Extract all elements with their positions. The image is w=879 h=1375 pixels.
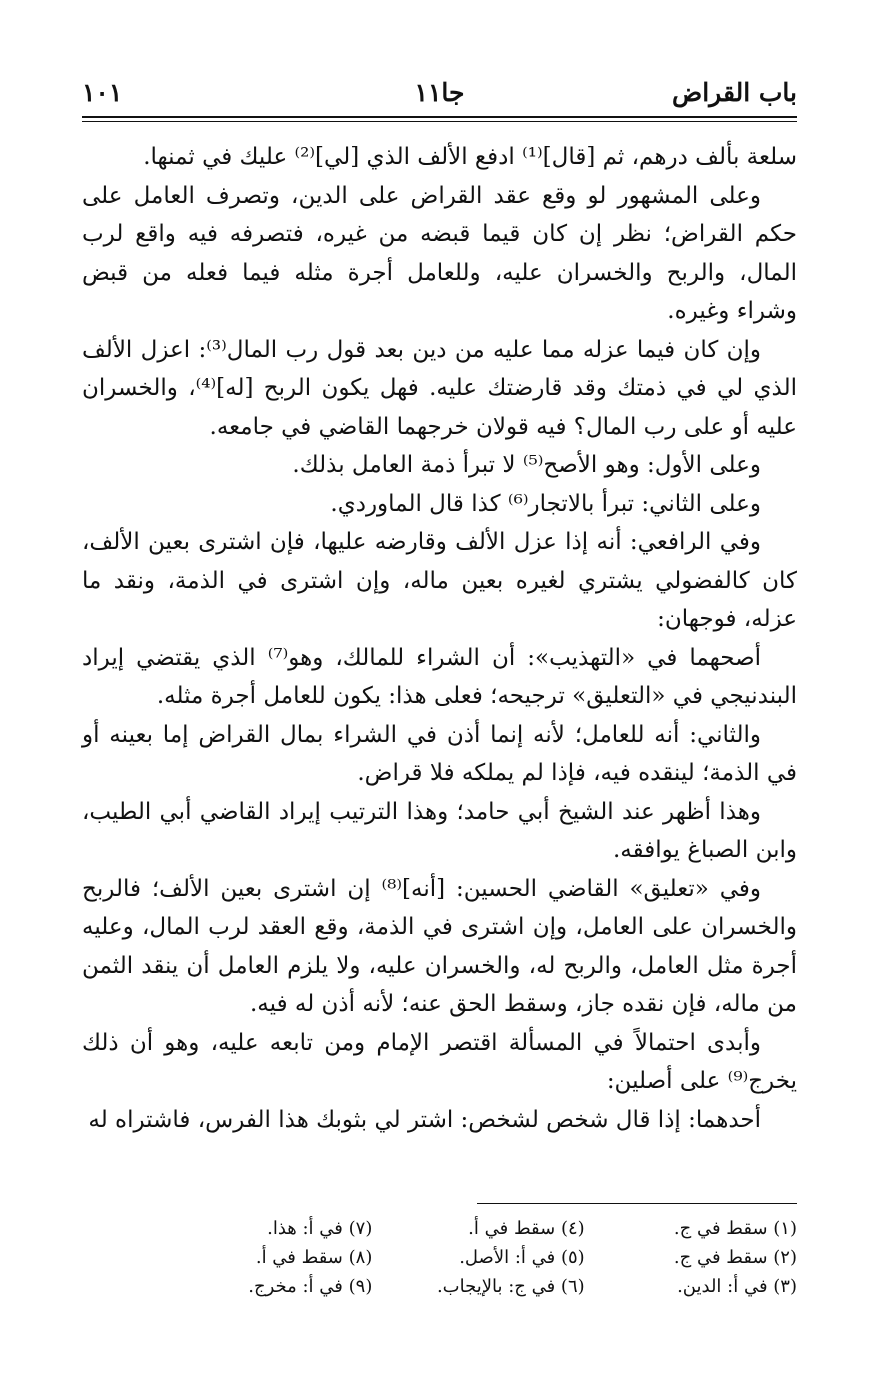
footnote: (٢) سقط في ج. — [673, 1247, 797, 1268]
paragraph: وأبدى احتمالاً في المسألة اقتصر الإمام ومن تابعه عليه، وهو أن ذلك يخرج⁽⁹⁾ على أصلين: — [82, 1029, 797, 1094]
header-rule-thin — [82, 121, 797, 122]
footnote: (٦) في ج: بالإيجاب. — [436, 1276, 585, 1297]
footnote: (٨) سقط في أ. — [255, 1247, 373, 1268]
paragraph: والثاني: أنه للعامل؛ لأنه إنما أذن في الشراء بمال القراض إما بعينه أو في الذمة؛ لينقده فيه، فإذا لم يملكه فلا قراض. — [82, 721, 797, 786]
page-number: ١٠١ — [82, 78, 123, 107]
paragraph: وعلى المشهور لو وقع عقد القراض على الدين، وتصرف العامل على حكم القراض؛ نظر إن كان قيما قبضه من غيره، فتصرفه فيه واقع لرب المال، والربح والخسران عليه، وللعامل أجرة مثله فيما فعله من قبض وشراء وغيره. — [82, 182, 797, 324]
footnote: (٧) في أ: هذا. — [267, 1218, 373, 1239]
footnotes — [160, 1214, 797, 1301]
paragraph: أحدهما: إذا قال شخص لشخص: اشتر لي بثوبك هذا الفرس، فاشتراه له — [88, 1106, 761, 1133]
footnote: (٥) في أ: الأصل. — [459, 1247, 585, 1268]
footnote: (٤) سقط في أ. — [468, 1218, 585, 1239]
paragraph: أصحهما في «التهذيب»: أن الشراء للمالك، وهو⁽⁷⁾ الذي يقتضي إيراد البندنيجي في «التعليق» ترجيحه؛ فعلى هذا: يكون للعامل أجرة مثله. — [82, 644, 797, 709]
footnote-separator — [477, 1203, 797, 1204]
footnote: (٩) في أ: مخرج. — [248, 1276, 373, 1297]
paragraph: سلعة بألف درهم، ثم [قال]⁽¹⁾ ادفع الألف الذي [لي]⁽²⁾ عليك في ثمنها. — [143, 144, 797, 170]
footnote: (٣) في أ: الدين. — [677, 1276, 797, 1297]
paragraph: وعلى الأول: وهو الأصح⁽⁵⁾ لا تبرأ ذمة العامل بذلك. — [292, 452, 761, 478]
header-rule-thick — [82, 116, 797, 118]
paragraph: وإن كان فيما عزله مما عليه من دين بعد قول رب المال⁽³⁾: اعزل الألف الذي لي في ذمتك وقد قارضتك عليه. فهل يكون الربح [له]⁽⁴⁾، والخسران عليه أو على رب المال؟ فيه قولان خرجهما القاضي في جامعه. — [82, 336, 797, 440]
paragraph: وعلى الثاني: تبرأ بالاتجار⁽⁶⁾ كذا قال الماوردي. — [330, 490, 761, 517]
main-text — [82, 138, 797, 1139]
paragraph: وفي «تعليق» القاضي الحسين: [أنه]⁽⁸⁾ إن اشترى بعين الألف؛ فالربح والخسران على العامل، وإن اشترى في الذمة، وقع العقد لرب المال، وعليه أجرة مثل العامل، والربح له، والخسران عليه، ولا يلزم العامل أن ينقد الثمن من ماله، فإن نقده جاز، وسقط الحق عنه؛ لأنه أذن له فيه. — [82, 875, 797, 1017]
volume-label: جا١١ — [414, 78, 465, 107]
paragraph: وهذا أظهر عند الشيخ أبي حامد؛ وهذا الترتيب إيراد القاضي أبي الطيب، وابن الصباغ يوافقه. — [82, 798, 797, 863]
page-header — [82, 72, 797, 112]
paragraph: وفي الرافعي: أنه إذا عزل الألف وقارضه عليها، فإن اشترى بعين الألف، كان كالفضولي يشتري لغيره بعين ماله، وإن اشترى في الذمة، ونقد ما عزله، فوجهان: — [82, 529, 797, 632]
footnote: (١) سقط في ج. — [673, 1218, 797, 1239]
chapter-title: باب القراض — [672, 78, 797, 107]
